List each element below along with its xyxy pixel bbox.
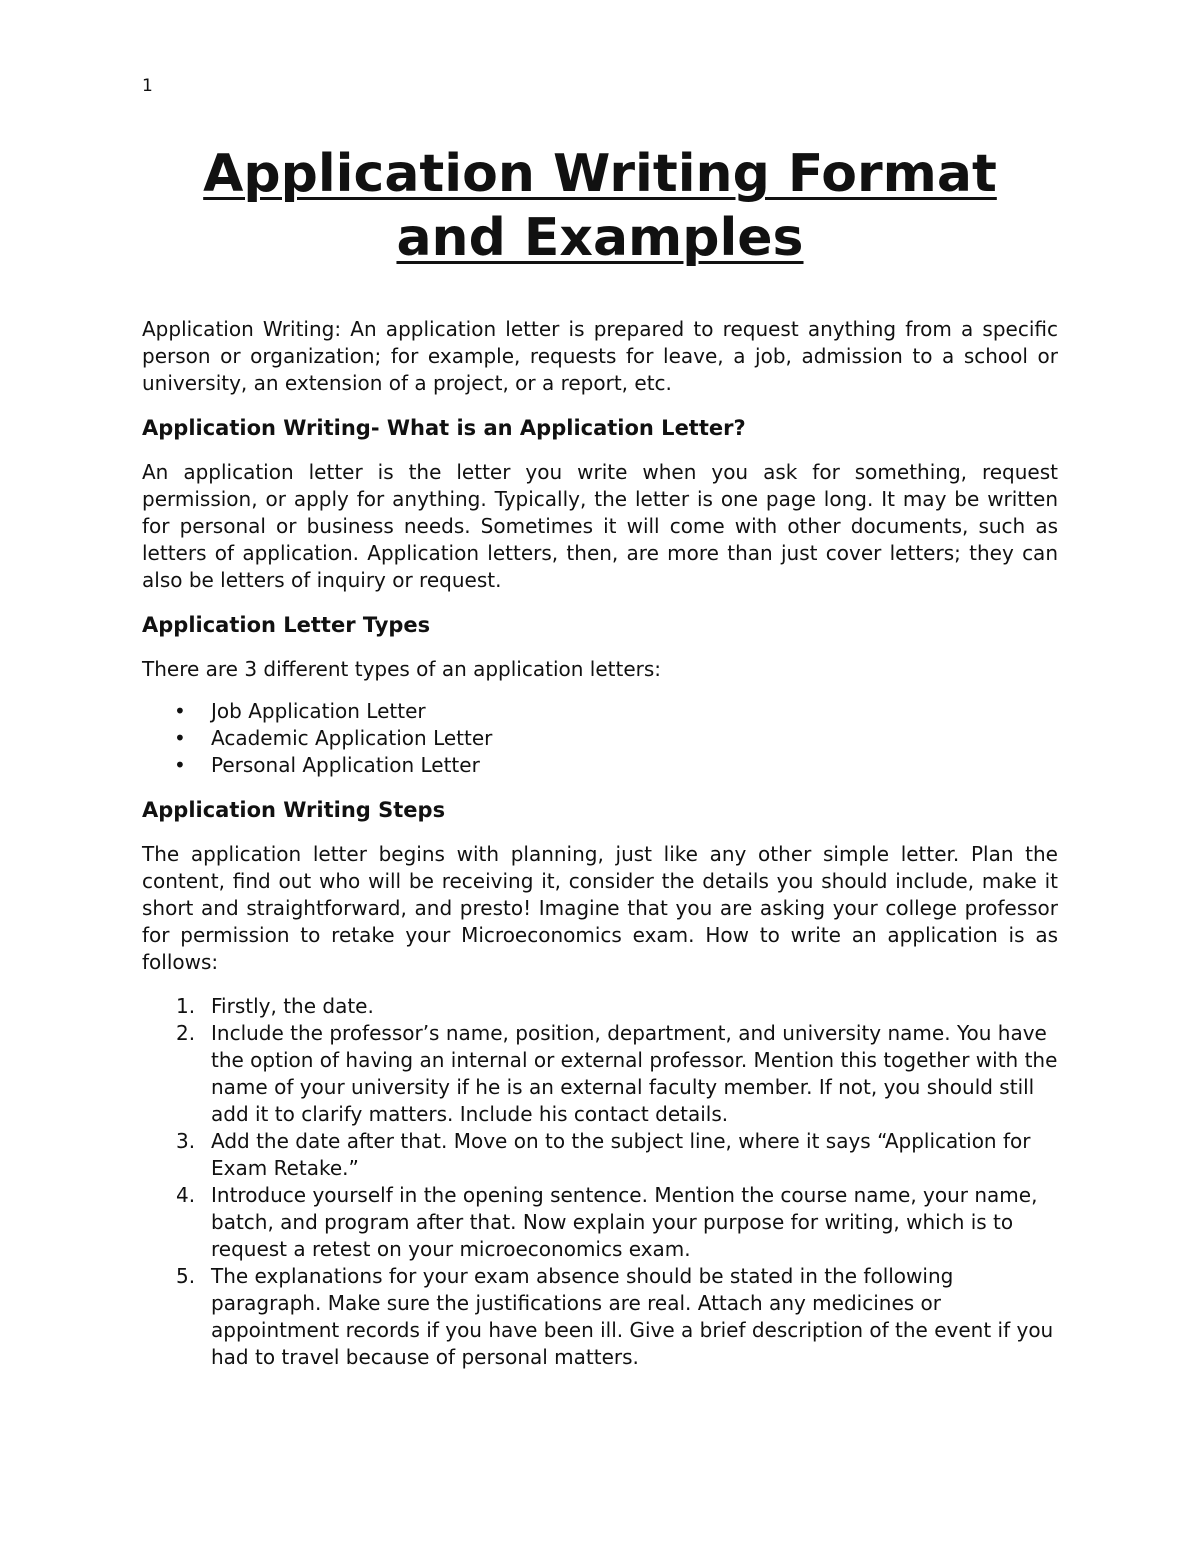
page-number: 1: [142, 76, 153, 96]
step-number: 4.: [176, 1183, 196, 1207]
step-number: 3.: [176, 1129, 196, 1153]
section-paragraph-steps: The application letter begins with planning, just like any other simple letter. Plan the content, find out who will be receiving it, consider the details you should include, make it short and straightforward, and presto! Imagine that you are asking your college professor for permission to retake your Microeconomics exam. How to write an application is as follows:: [142, 842, 1058, 974]
section-paragraph-what-is: An application letter is the letter you write when you ask for something, request permission, or apply for anything. Typically, the letter is one page long. It may be written for personal or business needs. Sometimes it will come with other documents, such as letters of application. Application letters, then, are more than just cover letters; they can also be letters of inquiry or request.: [142, 460, 1058, 592]
step-number: 1.: [176, 994, 196, 1018]
document-title-line-1: Application Writing Format: [203, 144, 997, 204]
bullet-icon: •: [174, 753, 186, 777]
list-item-label: Academic Application Letter: [211, 726, 493, 750]
writing-steps-list: [142, 993, 1058, 1371]
step-text: Introduce yourself in the opening sentence. Mention the course name, your name, batch, and program after that. Now explain your purpose for writing, which is to request a retest on your microeconomics exam.: [211, 1183, 1038, 1261]
list-item: [142, 1263, 1058, 1371]
list-item-label: Job Application Letter: [211, 699, 426, 723]
intro-paragraph: Application Writing: An application letter is prepared to request anything from a specific person or organization; for example, requests for leave, a job, admission to a school or university, an extension of a project, or a report, etc.: [142, 317, 1058, 395]
section-paragraph-types: There are 3 different types of an application letters:: [142, 657, 662, 681]
section-heading-types: Application Letter Types: [142, 613, 431, 637]
section-heading-what-is: Application Writing- What is an Application Letter?: [142, 416, 746, 440]
document-body: [142, 142, 1058, 1371]
step-number: 2.: [176, 1021, 196, 1045]
step-text: Firstly, the date.: [211, 994, 374, 1018]
bullet-icon: •: [174, 699, 186, 723]
list-item: [142, 1128, 1058, 1182]
document-title-line-2: and Examples: [396, 208, 804, 268]
list-item: [142, 1020, 1058, 1128]
list-item: [142, 752, 1058, 779]
bullet-icon: •: [174, 726, 186, 750]
section-heading-steps: Application Writing Steps: [142, 798, 446, 822]
document-title: [142, 142, 1058, 270]
step-text: Add the date after that. Move on to the subject line, where it says “Application for Exam Retake.”: [211, 1129, 1031, 1180]
step-text: Include the professor’s name, position, department, and university name. You have the option of having an internal or external professor. Mention this together with the name of your university if he is an external faculty member. If not, you should still add it to clarify matters. Include his contact details.: [211, 1021, 1058, 1126]
list-item: [142, 993, 1058, 1020]
list-item: [142, 725, 1058, 752]
letter-types-list: [142, 698, 1058, 779]
list-item-label: Personal Application Letter: [211, 753, 480, 777]
list-item: [142, 698, 1058, 725]
list-item: [142, 1182, 1058, 1263]
step-number: 5.: [176, 1264, 196, 1288]
step-text: The explanations for your exam absence should be stated in the following paragraph. Make sure the justifications are real. Attach any medicines or appointment records if you have been ill. Give a brief description of the event if you had to travel because of personal matters.: [211, 1264, 1054, 1369]
